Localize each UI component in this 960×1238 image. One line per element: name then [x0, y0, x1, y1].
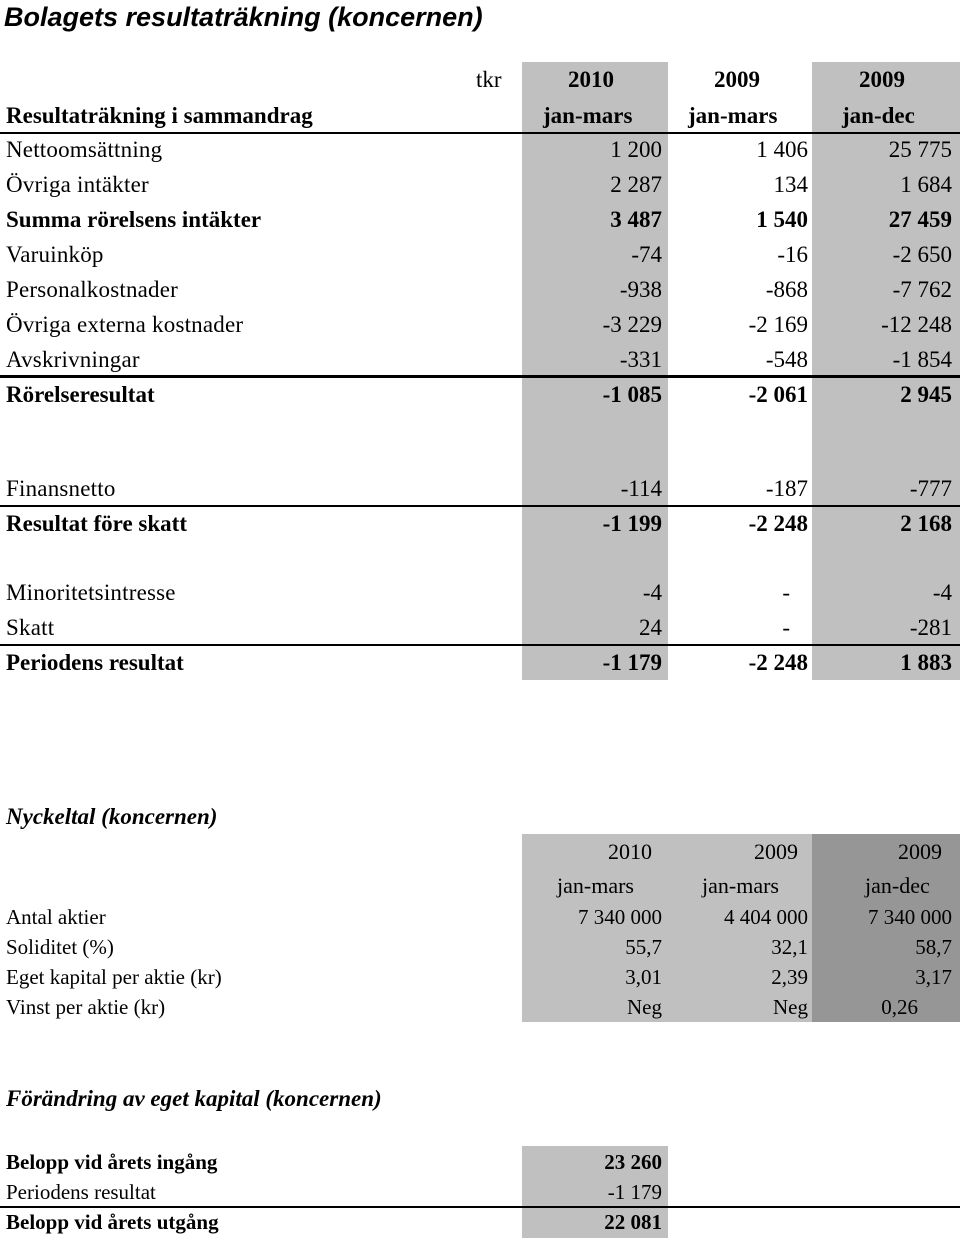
table-row: Soliditet (%) 55,7 32,1 58,7 — [6, 935, 952, 959]
kr-col-year-2009-full: 2009 — [898, 839, 942, 864]
page-title: Bolagets resultaträkning (koncernen) — [4, 2, 483, 32]
table-row: Avskrivningar -331 -548 -1 854 — [6, 347, 952, 372]
equity-title: Förändring av eget kapital (koncernen) — [6, 1086, 382, 1111]
table-row: Övriga intäkter 2 287 134 1 684 — [6, 172, 952, 197]
table-row: Periodens resultat -1 179 — [6, 1180, 662, 1204]
col-period-2009-q1: jan-mars — [688, 103, 778, 128]
unit-label: tkr — [476, 67, 502, 92]
col-year-2009-q1: 2009 — [714, 67, 760, 92]
table-row-total: Summa rörelsens intäkter 3 487 1 540 27 459 — [6, 207, 952, 232]
keyratios-title: Nyckeltal (koncernen) — [6, 804, 218, 829]
table-row: Antal aktier 7 340 000 4 404 000 7 340 000 — [6, 905, 952, 929]
table-row: Belopp vid årets ingång 23 260 — [6, 1150, 662, 1174]
kr-col-year-2010: 2010 — [608, 839, 652, 864]
table-row-total: Periodens resultat -1 179 -2 248 1 883 — [6, 650, 952, 675]
col-period-2009-full: jan-dec — [842, 103, 915, 128]
table-row: Övriga externa kostnader -3 229 -2 169 -12 248 — [6, 312, 952, 337]
kr-col-period-2010: jan-mars — [557, 873, 634, 898]
table-row: Belopp vid årets utgång 22 081 — [6, 1210, 662, 1234]
table-row-total: Resultat före skatt -1 199 -2 248 2 168 — [6, 511, 952, 536]
table-row: Minoritetsintresse -4 - -4 — [6, 580, 952, 605]
table-row: Varuinköp -74 -16 -2 650 — [6, 242, 952, 267]
table-row: Vinst per aktie (kr) Neg Neg 0,26 — [6, 995, 918, 1019]
table-row: Eget kapital per aktie (kr) 3,01 2,39 3,17 — [6, 965, 952, 989]
table-row: Nettoomsättning 1 200 1 406 25 775 — [6, 137, 952, 162]
spacer — [668, 412, 812, 470]
kr-col-period-2009-full: jan-dec — [865, 873, 930, 898]
table-row: Skatt 24 - -281 — [6, 615, 952, 640]
income-section-label: Resultaträkning i sammandrag — [6, 103, 313, 128]
col-period-2010: jan-mars — [543, 103, 633, 128]
table-row-total: Rörelseresultat -1 085 -2 061 2 945 — [6, 382, 952, 407]
table-row: Personalkostnader -938 -868 -7 762 — [6, 277, 952, 302]
col-year-2010: 2010 — [568, 67, 614, 92]
table-row: Finansnetto -114 -187 -777 — [6, 476, 952, 501]
kr-col-year-2009-q1: 2009 — [754, 839, 798, 864]
col-year-2009-full: 2009 — [859, 67, 905, 92]
kr-col-period-2009-q1: jan-mars — [702, 873, 779, 898]
